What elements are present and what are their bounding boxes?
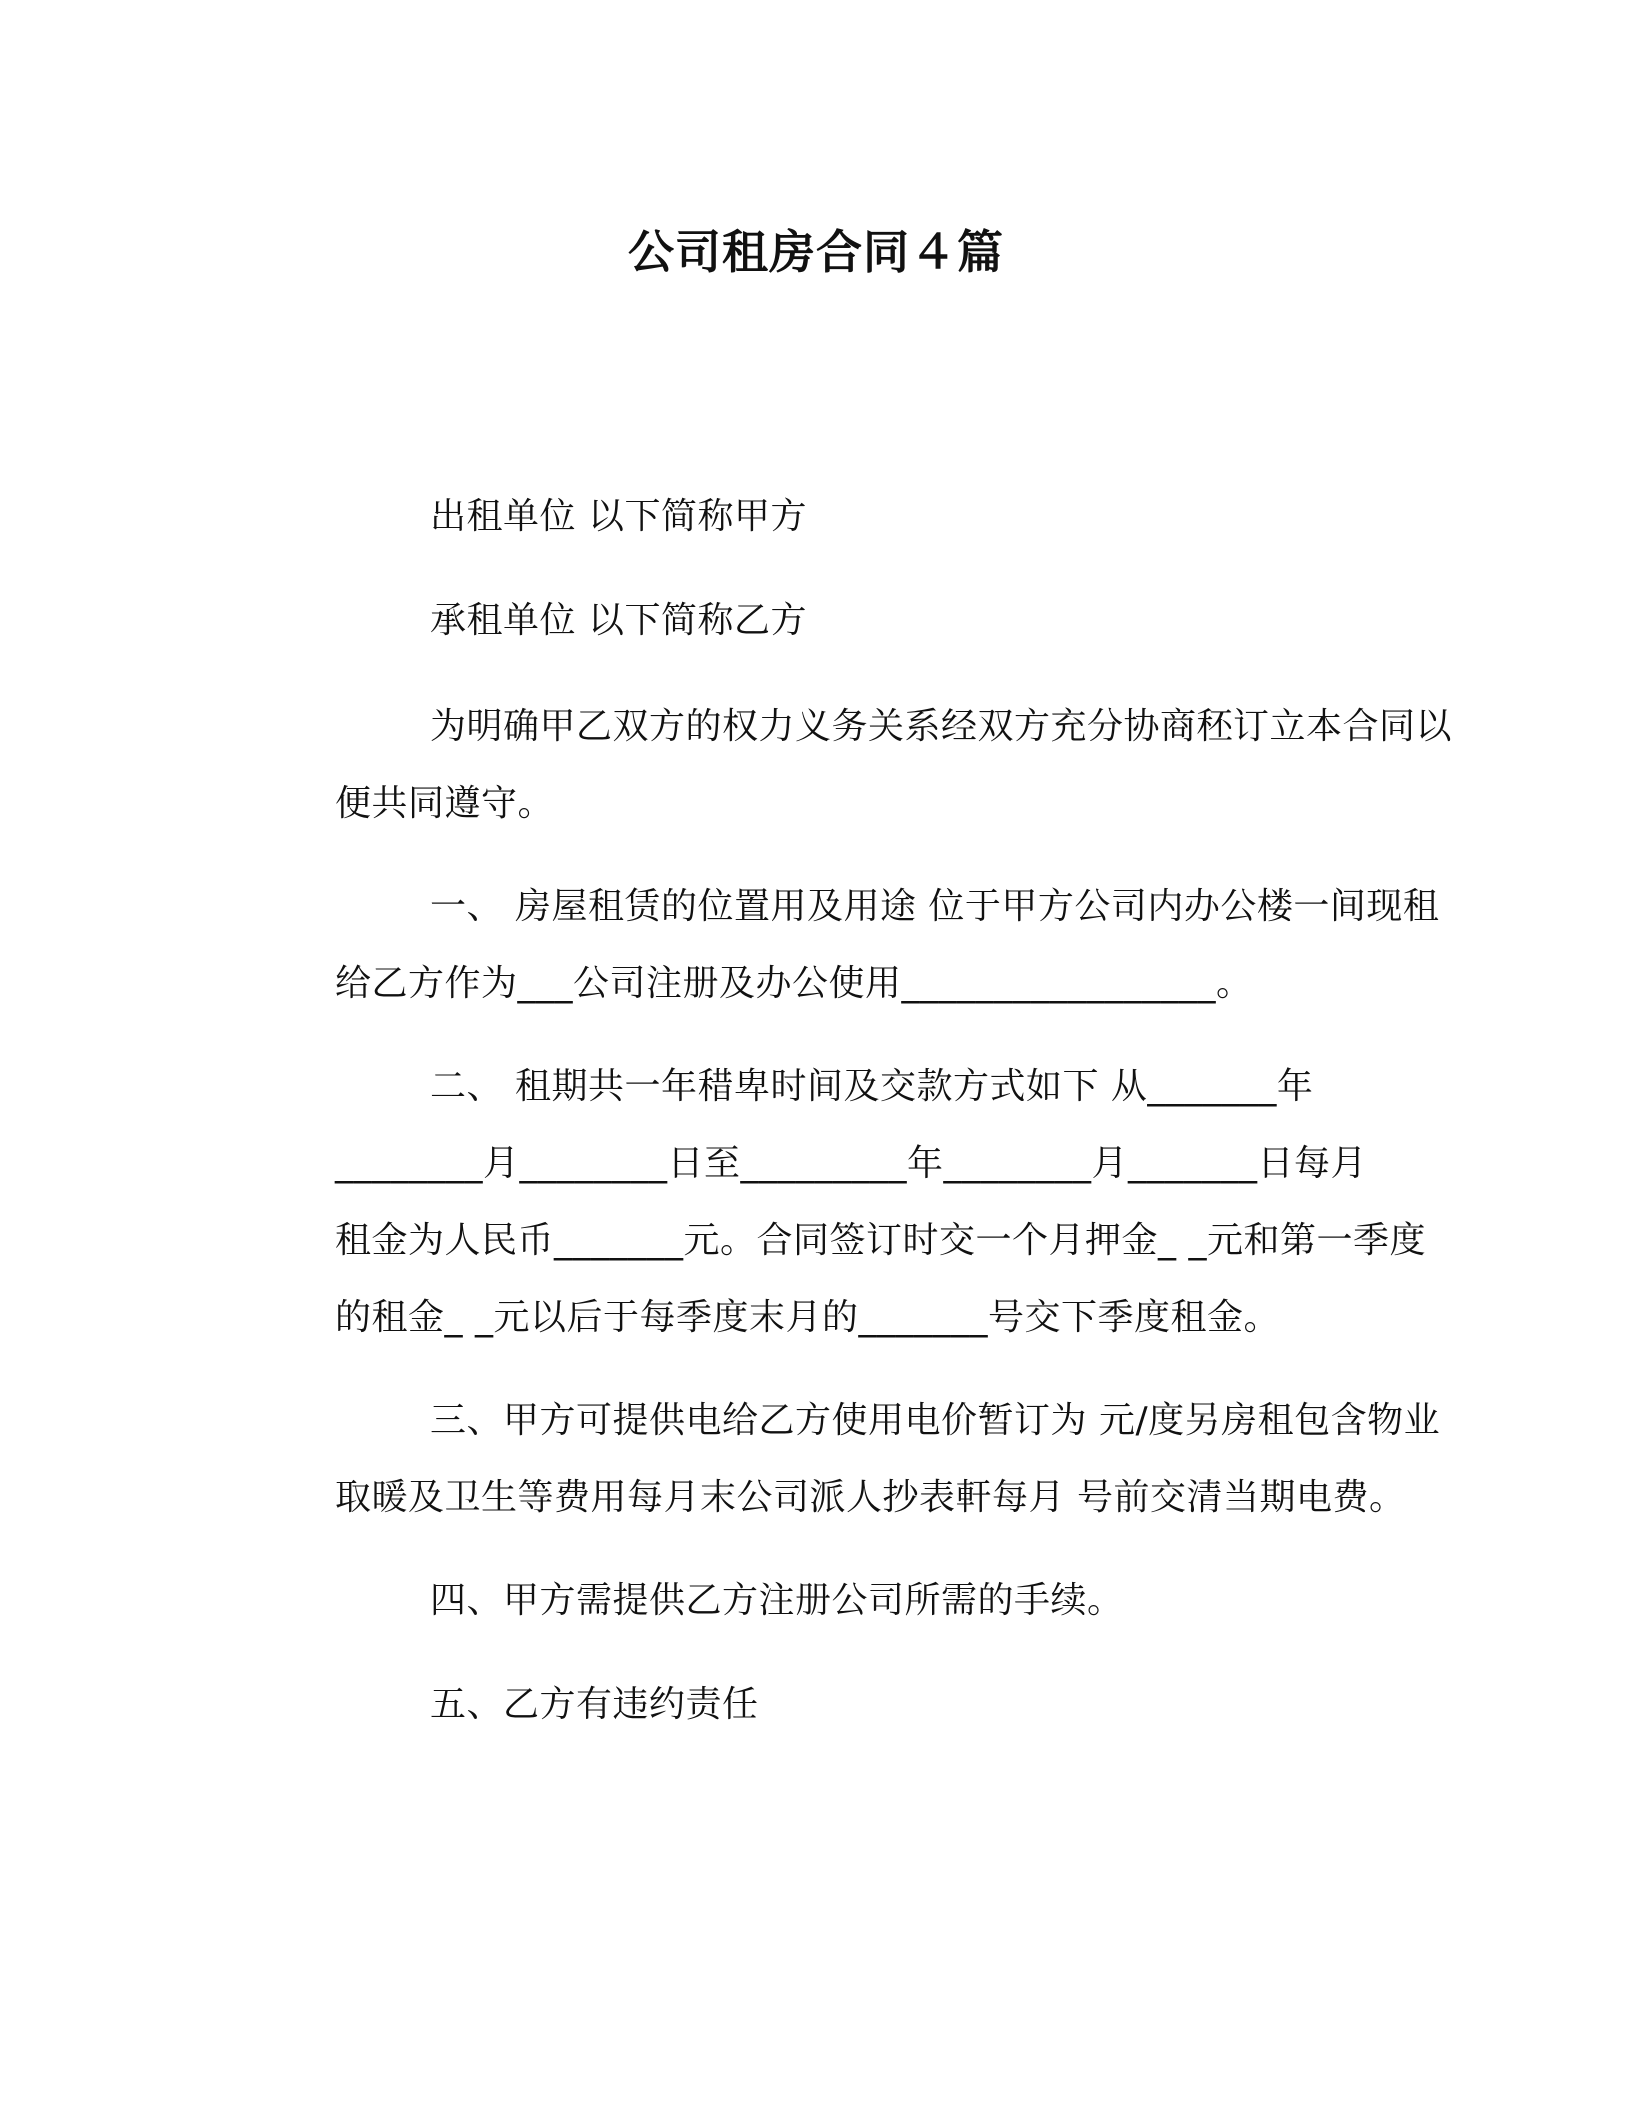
paragraph-line: 给乙方作为___公司注册及办公使用_________________。 xyxy=(335,963,1253,1004)
clause-2 xyxy=(240,1048,1426,1356)
clause-4 xyxy=(240,1562,1380,1639)
paragraph-lessor xyxy=(240,478,1380,555)
clause-3 xyxy=(240,1382,1441,1536)
paragraph-line: 租金为人民币_______元。合同签订时交一个月押金_ _元和第一季度 xyxy=(335,1220,1426,1261)
clause-5 xyxy=(240,1666,1380,1743)
paragraph-line: 便共同遵守。 xyxy=(335,783,555,824)
paragraph-line: 承租单位 以下简称乙方 xyxy=(430,600,807,641)
paragraph-line: ________月________日至_________年________月_______日每月 xyxy=(335,1143,1367,1184)
paragraph-line: 一、 房屋租赁的位置用及用途 位于甲方公司内办公楼一间现租 xyxy=(430,886,1440,927)
paragraph-line: 四、甲方需提供乙方注册公司所需的手续。 xyxy=(430,1580,1124,1621)
paragraph-lessee xyxy=(240,582,1380,659)
paragraph-line: 二、 租期共一年稓卑时间及交款方式如下 从_______年 xyxy=(430,1066,1314,1107)
paragraph-line: 为明确甲乙双方的权力义务关系经双方充分协商秠订立本合同以 xyxy=(430,706,1453,747)
paragraph-line: 出租单位 以下简称甲方 xyxy=(430,496,807,537)
paragraph-preamble xyxy=(240,688,1453,842)
clause-1 xyxy=(240,868,1440,1022)
paragraph-line: 五、乙方有违约责任 xyxy=(430,1684,759,1725)
paragraph-line: 的租金_ _元以后于每季度末月的_______号交下季度租金。 xyxy=(335,1297,1280,1338)
document-title: 公司租房合同４篇 xyxy=(628,225,1004,279)
paragraph-line: 三、甲方可提供电给乙方使用电价暂订为 元/度另房租包含物业 xyxy=(430,1400,1441,1441)
paragraph-line: 取暖及卫生等费用每月末公司派人抄表軒每月 号前交清当期电费。 xyxy=(335,1477,1406,1518)
